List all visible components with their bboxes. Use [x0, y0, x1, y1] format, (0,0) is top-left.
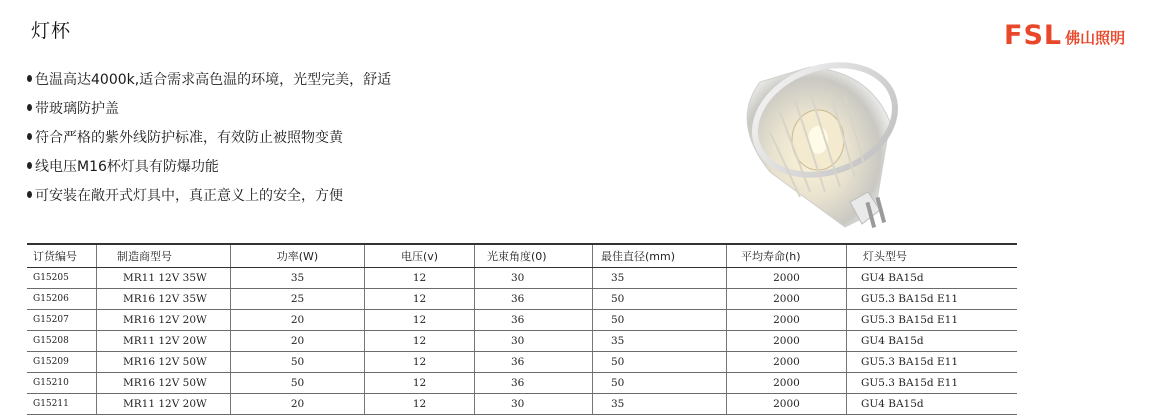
cell-beam-angle: 30: [475, 394, 593, 414]
cell-beam-angle: 36: [475, 373, 593, 393]
cell-diameter: 50: [593, 352, 727, 372]
cell-base-type: GU4 BA15d: [861, 335, 924, 347]
header-voltage: 电压(v): [365, 245, 475, 267]
cell-order-number: G15208: [27, 331, 97, 351]
feature-text: 可安装在敞开式灯具中，真正意义上的安全，方便: [35, 187, 343, 204]
cell-lifetime: 2000: [727, 373, 847, 393]
header-beam-angle: 光束角度(0): [475, 245, 593, 267]
feature-text: 色温高达4000k,适合需求高色温的环境，光型完美，舒适: [35, 71, 392, 88]
cell-beam-angle: 30: [475, 268, 593, 288]
cell-diameter: 50: [593, 289, 727, 309]
feature-text: 带玻璃防护盖: [35, 100, 119, 117]
cell-diameter: 35: [593, 394, 727, 414]
spec-table: [27, 243, 1017, 415]
cell-base-type: GU5.3 BA15d E11: [861, 314, 959, 326]
header-power: 功率(W): [231, 245, 365, 267]
cell-voltage: 12: [365, 289, 475, 309]
cell-diameter: 50: [593, 310, 727, 330]
cell-power: 25: [231, 289, 365, 309]
cell-voltage: 12: [365, 310, 475, 330]
cell-order-number: G15207: [27, 310, 97, 330]
table-row: [27, 331, 1017, 352]
cell-lifetime: 2000: [727, 268, 847, 288]
cell-lifetime: 2000: [727, 352, 847, 372]
cell-lifetime: 2000: [727, 310, 847, 330]
feature-item: [27, 122, 391, 151]
cell-diameter: 50: [593, 373, 727, 393]
bullet-icon: [27, 104, 32, 111]
brand-logo: [1004, 18, 1125, 52]
table-row: [27, 268, 1017, 289]
cell-power: 50: [231, 352, 365, 372]
bullet-icon: [27, 75, 32, 82]
cell-power: 20: [231, 310, 365, 330]
cell-model: MR11 12V 35W: [97, 268, 231, 288]
cell-diameter: 35: [593, 331, 727, 351]
cell-order-number: G15206: [27, 289, 97, 309]
table-row: [27, 289, 1017, 310]
cell-beam-angle: 36: [475, 352, 593, 372]
cell-voltage: 12: [365, 373, 475, 393]
cell-voltage: 12: [365, 394, 475, 414]
cell-base-type: GU4 BA15d: [861, 398, 924, 410]
cell-base-type: GU5.3 BA15d E11: [861, 356, 959, 368]
cell-power: 20: [231, 394, 365, 414]
logo-chinese-name: 佛山照明: [1065, 28, 1126, 47]
cell-order-number: G15209: [27, 352, 97, 372]
cell-lifetime: 2000: [727, 394, 847, 414]
feature-text: 线电压M16杯灯具有防爆功能: [35, 158, 219, 175]
cell-order-number: G15211: [27, 394, 97, 414]
header-order-number: 订货编号: [27, 245, 97, 267]
table-row: [27, 373, 1017, 394]
halogen-lamp-cup-image: [700, 52, 940, 232]
bullet-icon: [27, 133, 32, 140]
cell-model: MR11 12V 20W: [97, 394, 231, 414]
header-model: 制造商型号: [97, 245, 231, 267]
cell-base-type: GU5.3 BA15d E11: [861, 377, 959, 389]
cell-voltage: 12: [365, 268, 475, 288]
cell-power: 50: [231, 373, 365, 393]
table-row: [27, 310, 1017, 331]
cell-lifetime: 2000: [727, 331, 847, 351]
feature-item: [27, 93, 391, 122]
cell-order-number: G15205: [27, 268, 97, 288]
cell-power: 35: [231, 268, 365, 288]
cell-power: 20: [231, 331, 365, 351]
cell-beam-angle: 36: [475, 289, 593, 309]
cell-base-type: GU5.3 BA15d E11: [861, 293, 959, 305]
feature-text: 符合严格的紫外线防护标准，有效防止被照物变黄: [35, 129, 343, 146]
cell-lifetime: 2000: [727, 289, 847, 309]
cell-model: MR16 12V 35W: [97, 289, 231, 309]
cell-beam-angle: 36: [475, 310, 593, 330]
bullet-icon: [27, 191, 32, 198]
cell-beam-angle: 30: [475, 331, 593, 351]
logo-mark: FSL: [1004, 19, 1063, 51]
page-title: 灯杯: [31, 20, 72, 42]
cell-model: MR16 12V 50W: [97, 352, 231, 372]
feature-list: [27, 64, 391, 209]
header-base-type: 灯头型号: [863, 250, 907, 263]
cell-order-number: G15210: [27, 373, 97, 393]
cell-base-type: GU4 BA15d: [861, 272, 924, 284]
cell-model: MR16 12V 50W: [97, 373, 231, 393]
table-row: [27, 394, 1017, 415]
cell-diameter: 35: [593, 268, 727, 288]
header-lifetime: 平均寿命(h): [727, 245, 847, 267]
header-diameter: 最佳直径(mm): [593, 245, 727, 267]
cell-model: MR11 12V 20W: [97, 331, 231, 351]
cell-voltage: 12: [365, 352, 475, 372]
table-row: [27, 352, 1017, 373]
feature-item: [27, 64, 391, 93]
cell-model: MR16 12V 20W: [97, 310, 231, 330]
table-header-row: [27, 245, 1017, 268]
feature-item: [27, 180, 391, 209]
feature-item: [27, 151, 391, 180]
cell-voltage: 12: [365, 331, 475, 351]
bullet-icon: [27, 162, 32, 169]
